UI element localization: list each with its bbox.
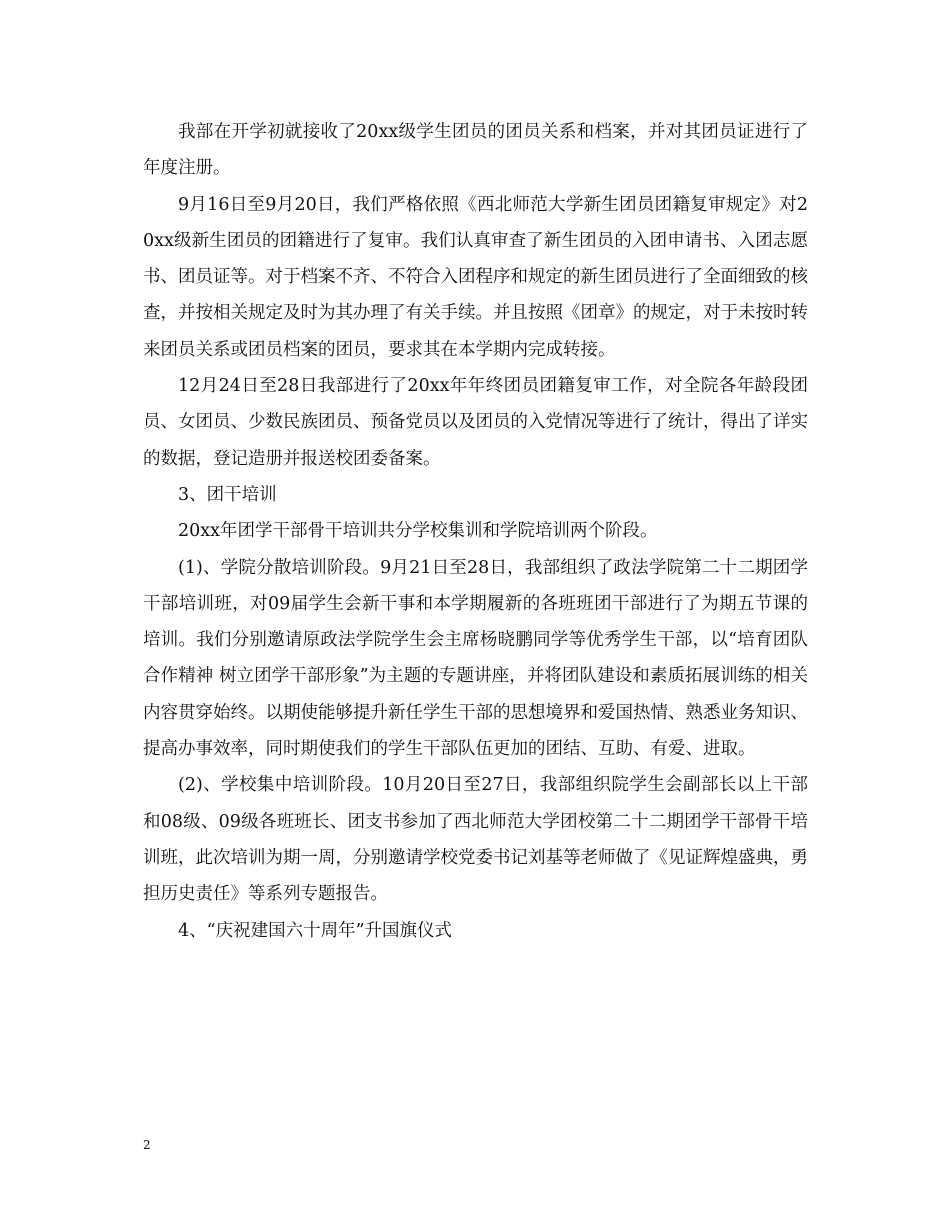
- paragraph-college-training: (1)、学院分散培训阶段。9月21日至28日，我部组织了政法学院第二十二期团学干部培训班，对09届学生会新干事和本学期履新的各班班团干部进行了为期五节课的培训。我们分别邀请原政法学院学生会主席杨晓鹏同学等优秀学生干部，以“培育团队合作精神 树立团学干部形象”为主题的专题讲座，并将团队建设和素质拓展训练的相关内容贯穿始终。以期使能够提升新任学生干部的思想境界和爱国热情、熟悉业务知识、提高办事效率，同时期使我们的学生干部队伍更加的团结、互助、有爱、进取。: [143, 557, 808, 760]
- document-body: [143, 114, 808, 949]
- paragraph-new-member-review: 9月16日至9月20日，我们严格依照《西北师范大学新生团员团籍复审规定》对20xx级新生团员的团籍进行了复审。我们认真审查了新生团员的入团申请书、入团志愿书、团员证等。对于档案不齐、不符合入团程序和规定的新生团员进行了全面细致的核查，并按相关规定及时为其办理了有关手续。并且按照《团章》的规定，对于未按时转来团员关系或团员档案的团员，要求其在本学期内完成转接。: [143, 194, 808, 360]
- paragraph-year-end-review: 12月24日至28日我部进行了20xx年年终团员团籍复审工作，对全院各年龄段团员、女团员、少数民族团员、预备党员以及团员的入党情况等进行了统计，得出了详实的数据，登记造册并报送校团委备案。: [143, 376, 808, 469]
- section-heading-flag-ceremony: 4、“庆祝建国六十周年”升国旗仪式: [178, 920, 453, 941]
- page-number: 2: [143, 1138, 151, 1152]
- paragraph-archive-registration: 我部在开学初就接收了20xx级学生团员的团员关系和档案，并对其团员证进行了年度注册。: [143, 122, 808, 179]
- section-heading-cadre-training: 3、团干培训: [178, 484, 277, 505]
- paragraph-school-training: (2)、学校集中培训阶段。10月20日至27日，我部组织院学生会副部长以上干部和08级、09级各班班长、团支书参加了西北师范大学团校第二十二期团学干部骨干培训班，此次培训为期一周，分别邀请学校党委书记刘基等老师做了《见证辉煌盛典，勇担历史责任》等系列专题报告。: [143, 775, 808, 905]
- paragraph-training-overview: 20xx年团学干部骨干培训共分学校集训和学院培训两个阶段。: [178, 521, 658, 542]
